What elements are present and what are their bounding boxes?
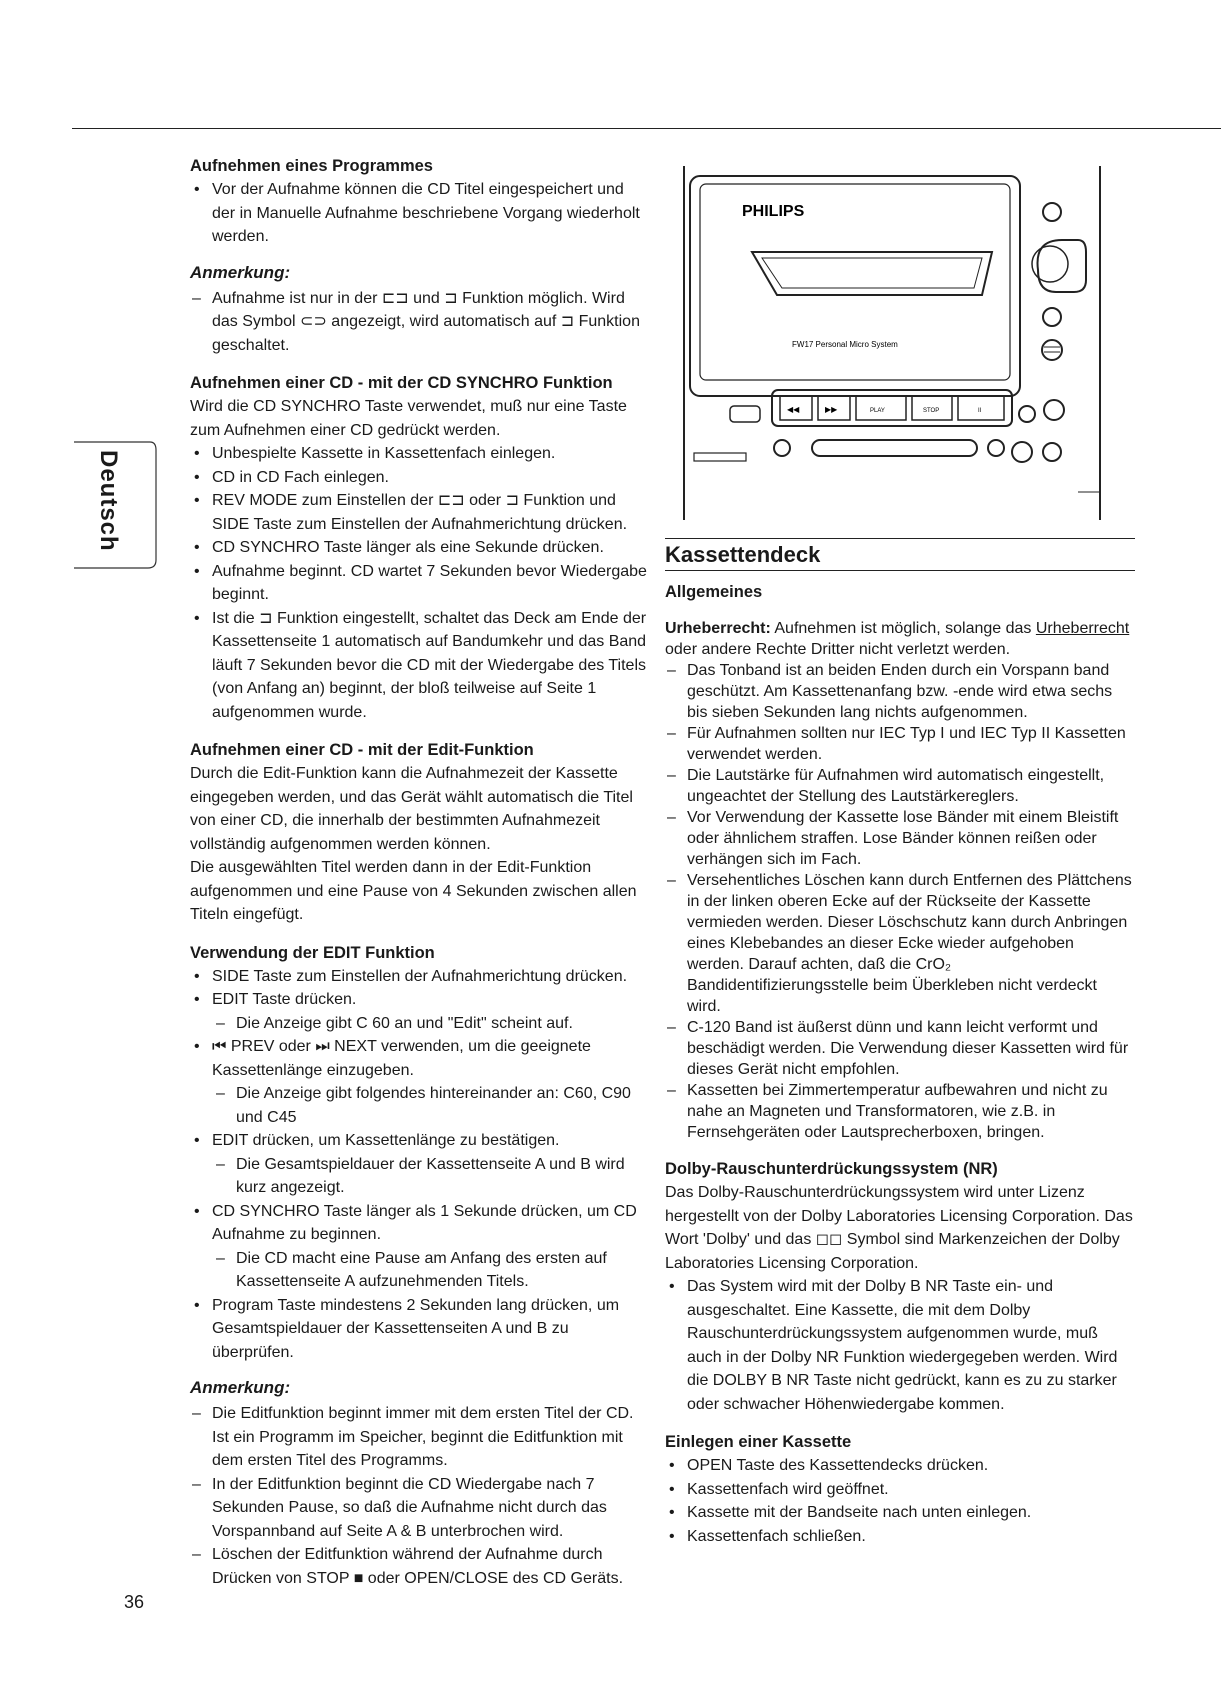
einlegen-heading: Einlegen einer Kassette	[665, 1433, 852, 1451]
language-tab-label: Deutsch	[95, 450, 122, 552]
device-illustration	[682, 160, 1102, 522]
dolby-heading: Dolby-Rauschunterdrückungssystem (NR)	[665, 1160, 998, 1178]
list-item: • CD SYNCHRO Taste länger als 1 Sekunde drücken, um CD Aufnahme zu beginnen.	[190, 1200, 650, 1247]
list-item: • SIDE Taste zum Einstellen der Aufnahmerichtung drücken.	[190, 965, 650, 989]
button-pause: II	[978, 408, 982, 414]
list-subitem: – Die Anzeige gibt folgendes hintereinander an: C60, C90 und C45	[190, 1082, 650, 1129]
note-label: Anmerkung:	[190, 262, 291, 282]
allgemeines-list	[665, 660, 1135, 1143]
section-title: Kassettendeck	[665, 538, 1135, 571]
list-item: – Die Lautstärke für Aufnahmen wird automatisch eingestellt, ungeachtet der Stellung des Lautstärkereglers.	[665, 765, 1135, 807]
list-item: – Versehentliches Löschen kann durch Entfernen des Plättchens in der linken oberen Ecke auf der Rückseite der Kassette vermieden werden. Dieser Löschschutz kann durch Anbringen eines Klebebandes an dieser Ecke wieder aufgehoben werden. Darauf achten, daß die CrO₂ Bandidentifizierungsstelle beim Überkleben nicht verdeckt wird.	[665, 870, 1135, 1017]
list-item: • REV MODE zum Einstellen der ⊏⊐ oder ⊐ Funktion und SIDE Taste zum Einstellen der Aufnahmerichtung drücken.	[190, 489, 650, 536]
device-model: FW17 Personal Micro System	[792, 340, 898, 349]
edit-use-heading: Verwendung der EDIT Funktion	[190, 943, 435, 962]
note-label: Anmerkung:	[190, 1378, 291, 1397]
page-number: 36	[124, 1592, 145, 1612]
list-item: – Löschen der Editfunktion während der Aufnahme durch Drücken von STOP ■ oder OPEN/CLOSE des CD Geräts.	[190, 1543, 650, 1590]
copyright-text: Aufnehmen ist möglich, solange das	[774, 620, 1032, 637]
edit-heading: Aufnehmen einer CD - mit der Edit-Funktion	[190, 741, 534, 759]
synchro-heading: Aufnehmen einer CD - mit der CD SYNCHRO Funktion	[190, 374, 613, 392]
list-item: • Vor der Aufnahme können die CD Titel eingespeichert und der in Manuelle Aufnahme beschriebene Vorgang wiederholt werden.	[190, 178, 650, 249]
copyright-underlined: Urheberrecht	[1035, 620, 1130, 637]
dolby-list	[665, 1275, 1135, 1416]
list-item: • Aufnahme beginnt. CD wartet 7 Sekunden bevor Wiedergabe beginnt.	[190, 560, 650, 607]
list-item: – Kassetten bei Zimmertemperatur aufbewahren und nicht zu nahe an Magneten und Transformatoren, wie z.B. in Fernsehgeräten oder Lautsprecherboxen, bringen.	[665, 1080, 1135, 1143]
list-item: • Kassettenfach wird geöffnet.	[665, 1478, 1135, 1502]
list-subitem: – Die CD macht eine Pause am Anfang des ersten auf Kassettenseite A aufzunehmenden Titels.	[190, 1247, 650, 1294]
edit-use-list	[190, 965, 650, 1365]
list-item: • Program Taste mindestens 2 Sekunden lang drücken, um Gesamtspieldauer der Kassettenseiten A und B zu überprüfen.	[190, 1294, 650, 1365]
synchro-list	[190, 442, 650, 724]
list-item: • Kassette mit der Bandseite nach unten einlegen.	[665, 1501, 1135, 1525]
right-column	[665, 580, 1135, 1548]
list-item: • OPEN Taste des Kassettendecks drücken.	[665, 1454, 1135, 1478]
allgemeines-heading: Allgemeines	[665, 583, 763, 601]
list-item: – Die Editfunktion beginnt immer mit dem ersten Titel der CD. Ist ein Programm im Speicher, beginnt die Editfunktion mit dem ersten Titel des Programms.	[190, 1402, 650, 1473]
list-item: • ⏮ PREV oder ⏭ NEXT verwenden, um die geeignete Kassettenlänge einzugeben.	[190, 1035, 650, 1082]
top-rule	[72, 128, 1221, 129]
device-brand: PHILIPS	[742, 203, 805, 220]
list-item: • CD in CD Fach einlegen.	[190, 466, 650, 490]
list-item: • Ist die ⊐ Funktion eingestellt, schaltet das Deck am Ende der Kassettenseite 1 automatisch auf Bandumkehr und das Band läuft 7 Sekunden bevor die CD mit der Wiedergabe des Titels (von Anfang an) beginnt, der bloß teilweise auf Seite 1 aufgenommen wurde.	[190, 607, 650, 725]
list-item: • Kassettenfach schließen.	[665, 1525, 1135, 1549]
note2-list	[190, 1402, 650, 1590]
list-item: – Aufnahme ist nur in der ⊏⊐ und ⊐ Funktion möglich. Wird das Symbol ⊂⊃ angezeigt, wird automatisch auf ⊐ Funktion geschaltet.	[190, 287, 650, 358]
list-item: • CD SYNCHRO Taste länger als eine Sekunde drücken.	[190, 536, 650, 560]
copyright-paragraph	[665, 618, 1135, 660]
list-item: – Für Aufnahmen sollten nur IEC Typ I und IEC Typ II Kassetten verwendet werden.	[665, 723, 1135, 765]
edit-paragraph-2: Die ausgewählten Titel werden dann in der Edit-Funktion aufgenommen und eine Pause von 4 Sekunden zwischen allen Titeln eingefügt.	[190, 859, 637, 923]
dolby-paragraph: Das Dolby-Rauschunterdrückungssystem wird unter Lizenz hergestellt von der Dolby Laboratories Licensing Corporation. Das Wort 'Dolby' und das ◻◻ Symbol sind Markenzeichen der Dolby Laboratories Licensing Corporation.	[665, 1184, 1133, 1272]
list-subitem: – Die Gesamtspieldauer der Kassettenseite A und B wird kurz angezeigt.	[190, 1153, 650, 1200]
button-rewind: ◀◀	[787, 405, 800, 414]
list-item: • Das System wird mit der Dolby B NR Taste ein- und ausgeschaltet. Eine Kassette, die mit dem Dolby Rauschunterdrückungssystem aufgenommen wurde, muß auch in der Dolby NR Funktion wiedergegeben werden. Wird die DOLBY B NR Taste nicht gedrückt, kann es zu zu starker oder schwacher Höhenwiedergabe kommen.	[665, 1275, 1135, 1416]
list-item: – C-120 Band ist äußerst dünn und kann leicht verformt und beschädigt werden. Die Verwendung dieser Kassetten wird für dieses Gerät nicht empfohlen.	[665, 1017, 1135, 1080]
edit-paragraph-1: Durch die Edit-Funktion kann die Aufnahmezeit der Kassette eingegeben werden, und das Gerät wählt automatisch die Titel von einer CD, die innerhalb der bestimmten Aufnahmezeit vollständig aufgenommen werden können.	[190, 765, 633, 853]
programm-heading: Aufnehmen eines Programmes	[190, 157, 433, 175]
einlegen-list	[665, 1454, 1135, 1548]
note1-list	[190, 287, 650, 358]
programm-list	[190, 178, 650, 249]
copyright-rest: oder andere Rechte Dritter nicht verletzt werden.	[665, 641, 1011, 658]
left-column	[190, 154, 650, 1590]
list-item: – Das Tonband ist an beiden Enden durch ein Vorspann band geschützt. Am Kassettenanfang bzw. -ende wird etwa sechs bis sieben Sekunden lang nichts aufgenommen.	[665, 660, 1135, 723]
list-item: • EDIT drücken, um Kassettenlänge zu bestätigen.	[190, 1129, 650, 1153]
button-forward: ▶▶	[825, 405, 838, 414]
synchro-intro: Wird die CD SYNCHRO Taste verwendet, muß nur eine Taste zum Aufnehmen einer CD gedrückt werden.	[190, 398, 627, 439]
list-subitem: – Die Anzeige gibt C 60 an und "Edit" scheint auf.	[190, 1012, 650, 1036]
button-stop: STOP	[923, 408, 940, 414]
button-play: PLAY	[870, 408, 885, 414]
list-item: – Vor Verwendung der Kassette lose Bänder mit einem Bleistift oder ähnlichem straffen. Lose Bänder können reißen oder verhängen sich im Fach.	[665, 807, 1135, 870]
list-item: • Unbespielte Kassette in Kassettenfach einlegen.	[190, 442, 650, 466]
list-item: – In der Editfunktion beginnt die CD Wiedergabe nach 7 Sekunden Pause, so daß die Aufnahme nicht durch das Vorspannband auf Seite A & B unterbrochen wird.	[190, 1473, 650, 1544]
list-item: • EDIT Taste drücken.	[190, 988, 650, 1012]
copyright-label: Urheberrecht:	[665, 620, 771, 637]
